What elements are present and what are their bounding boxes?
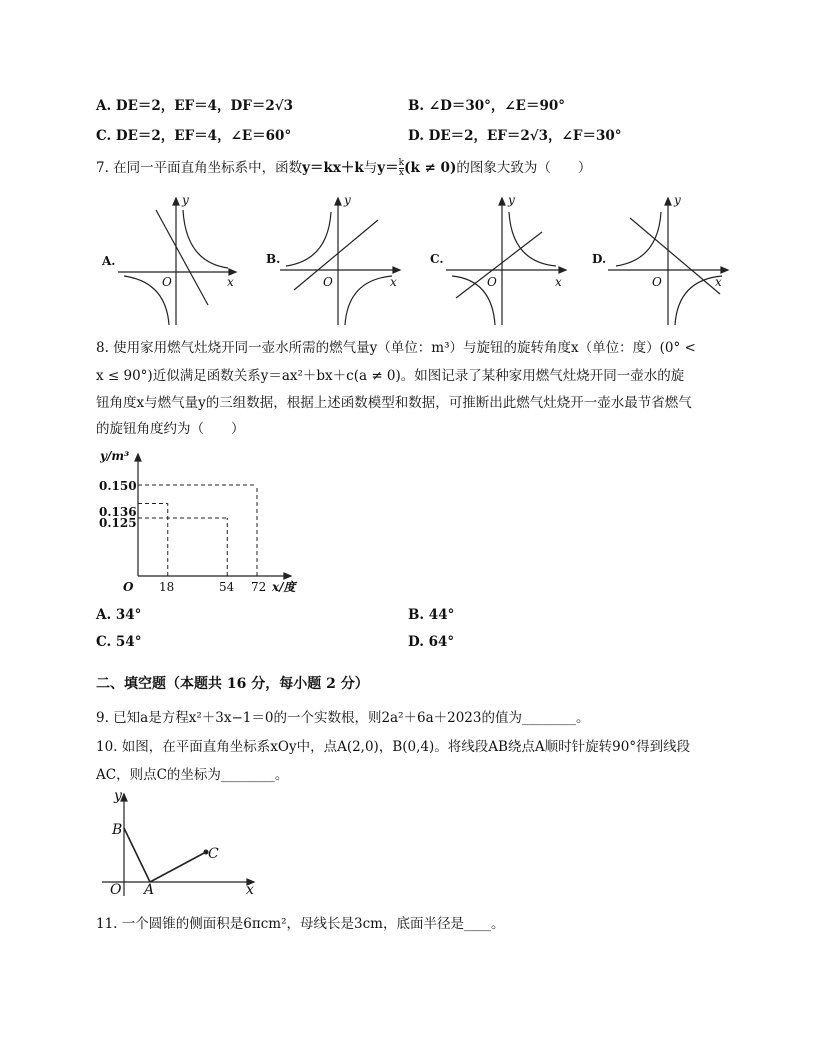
q6-option-c: C. DE＝2，EF＝4，∠E＝60° bbox=[96, 128, 292, 144]
q8-figure bbox=[96, 446, 316, 596]
graph-c-x-label: x bbox=[555, 275, 562, 289]
graph-a-x-label: x bbox=[227, 275, 234, 289]
q9-text: 9. 已知a是方程x²＋3x−1＝0的一个实数根，则2a²＋6a＋2023的值为________。 bbox=[96, 710, 590, 726]
graph-d-y-label: y bbox=[674, 193, 681, 207]
graph-b bbox=[280, 198, 400, 325]
q8-y-tick-0125: 0.125 bbox=[99, 516, 137, 530]
q10-point-a: A bbox=[144, 882, 155, 898]
graph-d bbox=[608, 198, 728, 325]
graph-c-label: C. bbox=[430, 252, 444, 266]
graph-a-hyperbola-q1 bbox=[183, 210, 228, 268]
graph-c-x-arrow-icon bbox=[559, 267, 566, 273]
graph-c-y-label: y bbox=[508, 193, 515, 207]
graph-a bbox=[118, 198, 236, 325]
graph-d-x-arrow-icon bbox=[721, 267, 728, 273]
q8-stem-line-3: 钮角度x与燃气量y的三组数据，根据上述函数模型和数据，可推断出此燃气灶烧开一壶水最节省燃气 bbox=[96, 395, 692, 411]
q8-option-b: B. 44° bbox=[408, 607, 455, 623]
graph-b-label: B. bbox=[266, 252, 281, 266]
q10-origin: O bbox=[110, 882, 122, 898]
q10-x-label: x bbox=[246, 882, 254, 898]
graph-c-y-arrow-icon bbox=[499, 198, 505, 205]
graph-a-line bbox=[156, 210, 208, 305]
q8-x-tick-54: 54 bbox=[219, 580, 235, 594]
graph-d-line bbox=[630, 218, 720, 294]
graph-b-y-label: y bbox=[344, 193, 351, 207]
q10-point-c: C bbox=[208, 846, 219, 862]
section-2-title: 二、填空题（本题共 16 分，每小题 2 分） bbox=[96, 676, 369, 692]
q8-stem-line-1: 8. 使用家用燃气灶烧开同一壶水所需的燃气量y（单位：m³）与旋钮的旋转角度x（单位：度）(0° < bbox=[96, 340, 696, 356]
graph-b-x-arrow-icon bbox=[393, 267, 400, 273]
q10-figure bbox=[96, 788, 266, 903]
graph-d-label: D. bbox=[592, 252, 607, 266]
graph-a-label: A. bbox=[102, 254, 116, 268]
q7-stem: 7. 在同一平面直角坐标系中，函数y＝kx＋k与y＝ $\frac{k}{x}$ (k ≠ 0)的图象大致为（ ） bbox=[96, 158, 592, 178]
q8-option-c: C. 54° bbox=[96, 634, 142, 650]
q8-origin: O bbox=[123, 580, 134, 594]
q10-segment-ab bbox=[124, 828, 150, 882]
q8-x-tick-72: 72 bbox=[251, 580, 267, 594]
graph-b-hyperbola-q2 bbox=[286, 212, 331, 266]
q8-y-axis-label: y/m³ bbox=[100, 449, 130, 463]
q10-stem-line-2: AC，则点C的坐标为________。 bbox=[96, 767, 289, 783]
q8-x-arrow-icon bbox=[284, 573, 291, 579]
q10-y-label: y bbox=[114, 788, 122, 804]
graph-a-origin: O bbox=[162, 275, 172, 289]
q8-stem-line-4: 的旋钮角度约为（ ） bbox=[96, 421, 245, 437]
q8-stem-line-2: x ≤ 90°)近似满足函数关系y＝ax²＋bx＋c(a ≠ 0)。如图记录了某种家用燃气灶烧开同一壶水的旋 bbox=[96, 368, 685, 384]
graph-b-origin: O bbox=[323, 275, 333, 289]
q8-option-d: D. 64° bbox=[408, 634, 455, 650]
q8-y-tick-0136: 0.136 bbox=[99, 505, 137, 519]
graph-c-line bbox=[456, 232, 542, 298]
q10-segment-ac bbox=[150, 852, 206, 882]
graph-d-x-label: x bbox=[715, 275, 722, 289]
q8-x-axis-label: x/度 bbox=[272, 580, 296, 594]
q7-graphs bbox=[96, 190, 736, 330]
q10-stem-line-1: 10. 如图，在平面直角坐标系xOy中，点A(2,0)，B(0,4)。将线段AB绕点A顺时针旋转90°得到线段 bbox=[96, 739, 691, 755]
q8-y-tick-0150: 0.150 bbox=[99, 479, 137, 493]
graph-d-y-arrow-icon bbox=[665, 198, 671, 205]
q8-x-tick-18: 18 bbox=[159, 580, 175, 594]
graph-d-origin: O bbox=[652, 275, 662, 289]
graph-b-x-label: x bbox=[390, 275, 397, 289]
q6-option-d: D. DE＝2，EF＝2√3，∠F＝30° bbox=[408, 128, 622, 144]
q11-text: 11. 一个圆锥的侧面积是6πcm²，母线长是3cm，底面半径是____。 bbox=[96, 916, 505, 932]
q6-option-b: B. ∠D＝30°，∠E＝90° bbox=[408, 98, 566, 114]
graph-a-y-label: y bbox=[182, 193, 189, 207]
graph-c-origin: O bbox=[487, 275, 497, 289]
fraction-k-over-x: $\frac{k}{x}$ bbox=[398, 158, 405, 178]
q8-y-arrow-icon bbox=[135, 454, 141, 461]
q8-option-a: A. 34° bbox=[96, 607, 142, 623]
graph-b-line bbox=[294, 220, 378, 290]
graph-c bbox=[446, 198, 566, 325]
graph-b-y-arrow-icon bbox=[335, 198, 341, 205]
q10-point-b: B bbox=[112, 822, 123, 838]
graph-a-y-arrow-icon bbox=[173, 198, 179, 205]
graph-b-hyperbola-q4 bbox=[345, 276, 392, 325]
q6-option-a: A. DE＝2，EF＝4，DF＝2√3 bbox=[96, 98, 293, 114]
